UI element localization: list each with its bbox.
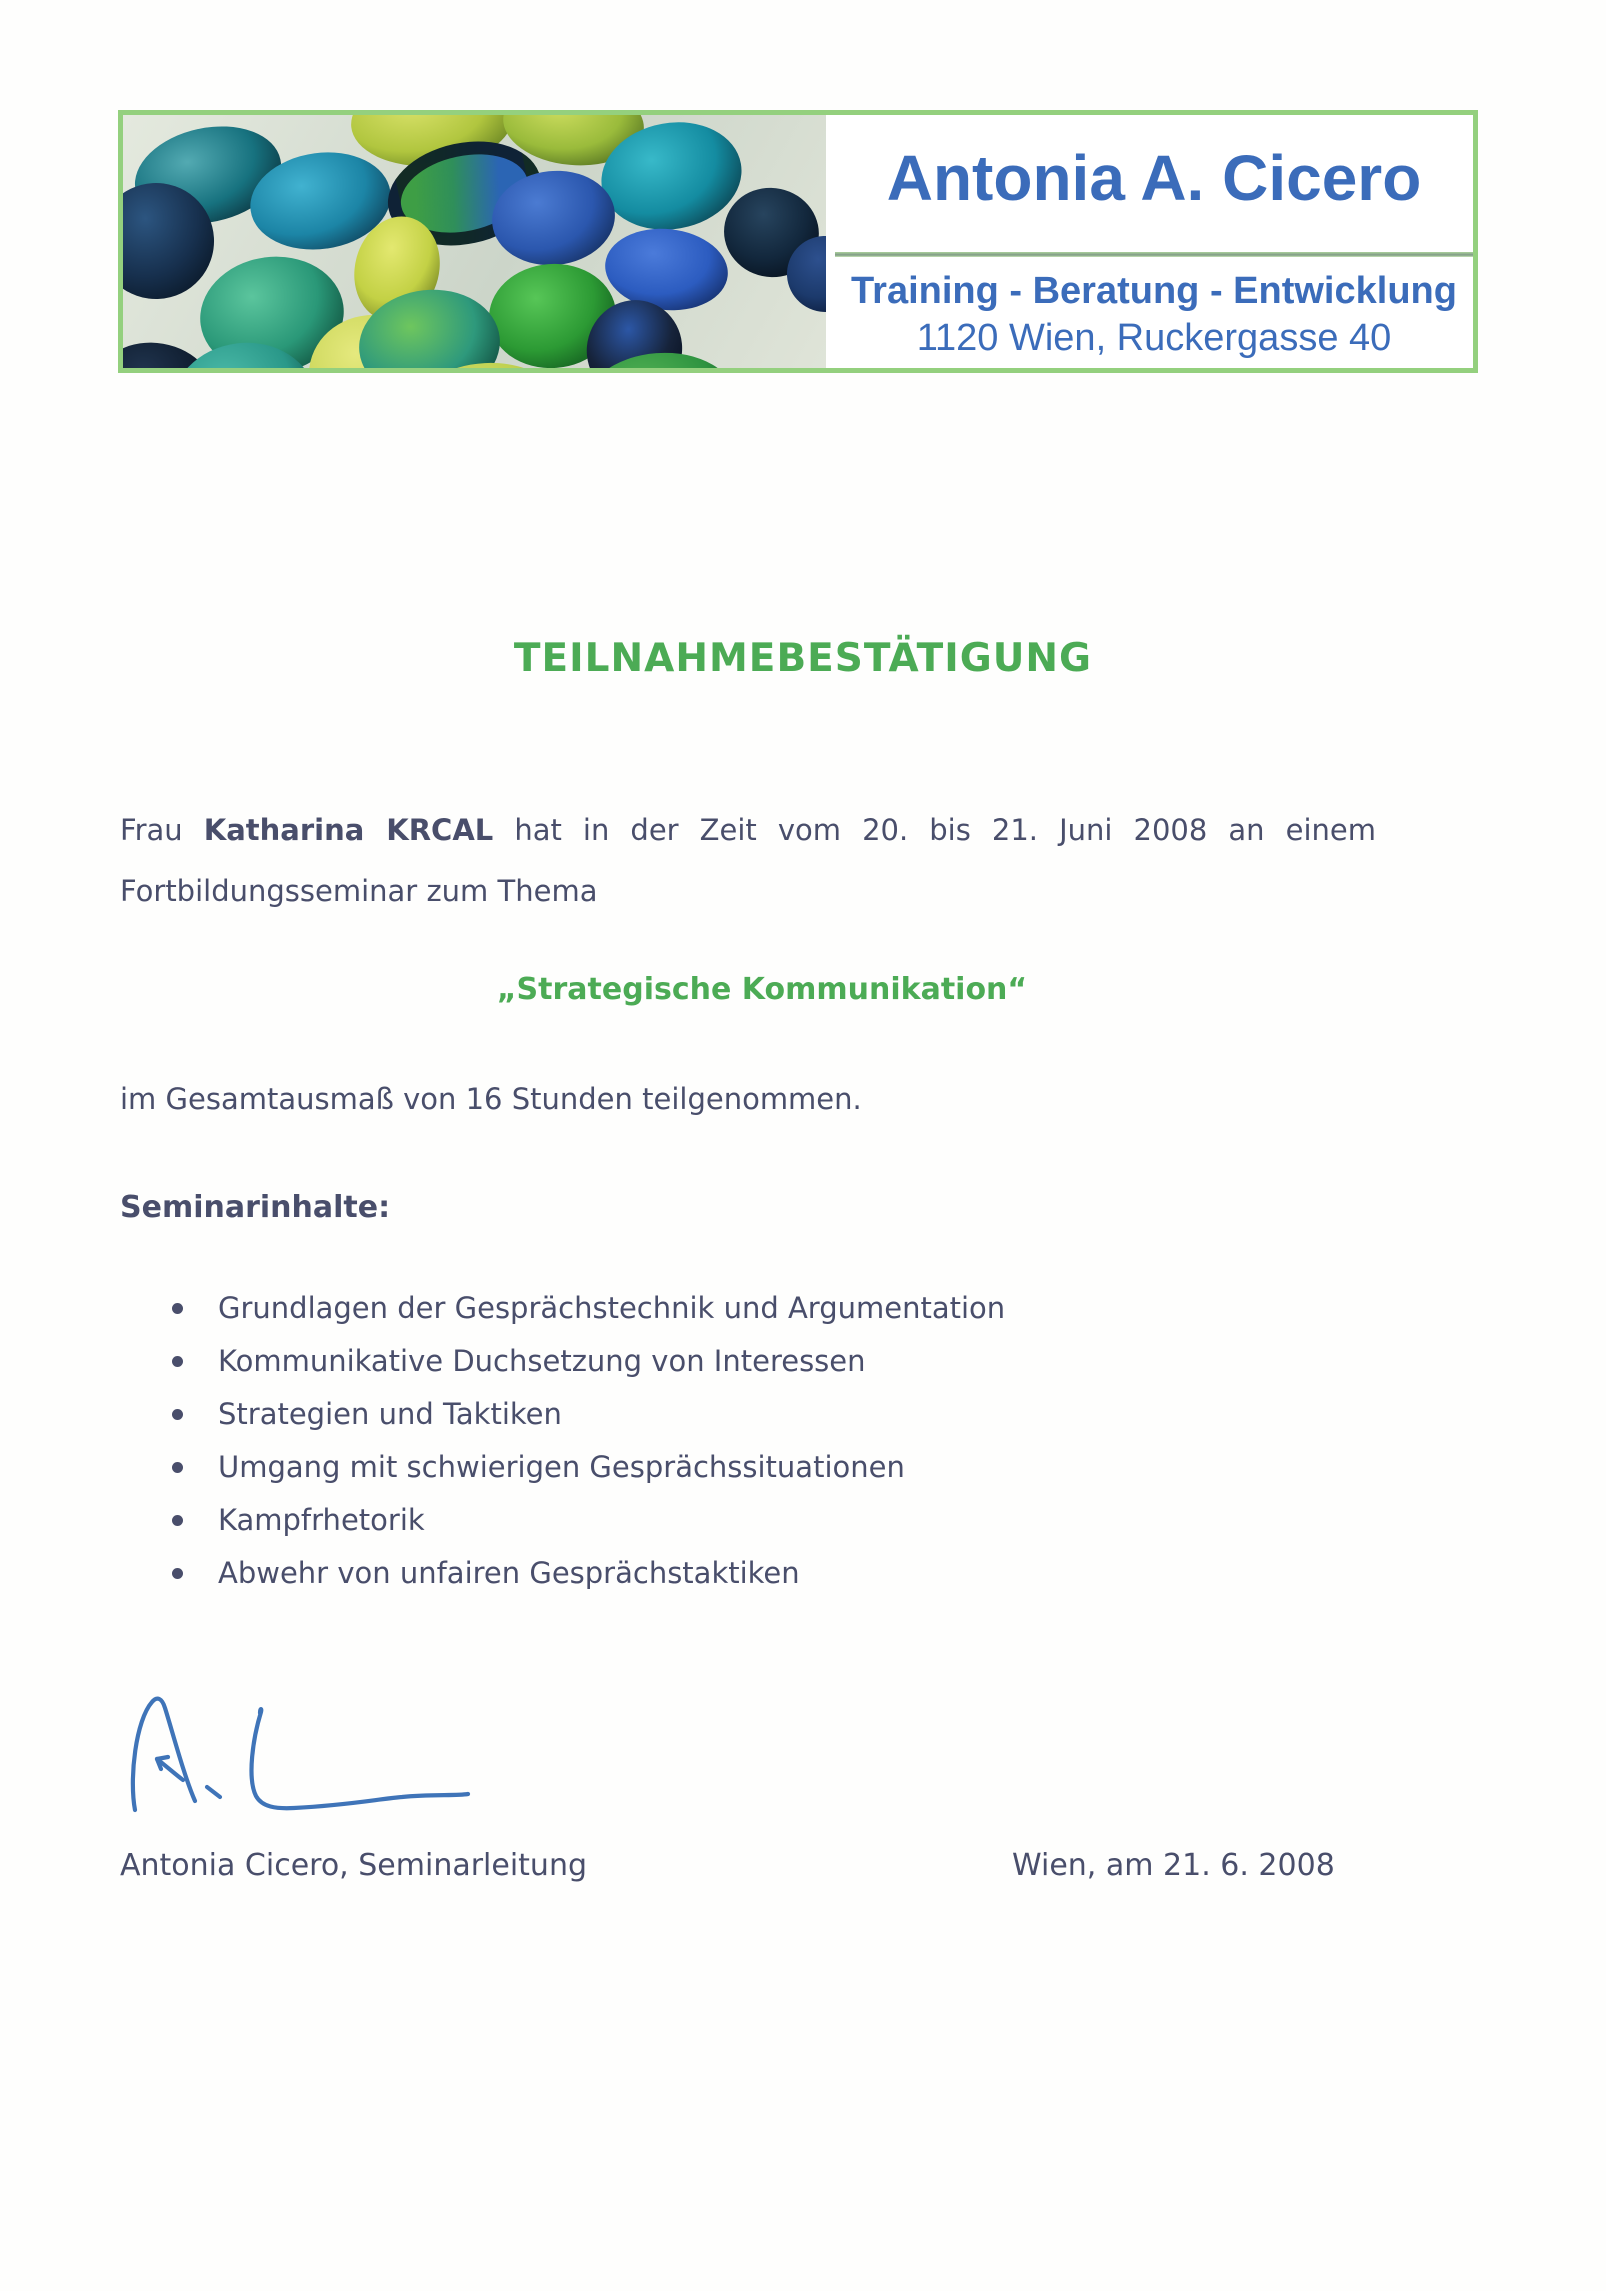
glass-stones-photo: [123, 115, 826, 368]
letterhead-name: Antonia A. Cicero: [886, 142, 1422, 214]
bullet-dot: [172, 1515, 183, 1526]
contents-heading: Seminarinhalte:: [120, 1190, 391, 1225]
list-item: [120, 1335, 1380, 1388]
signature-stroke: [252, 1709, 468, 1808]
letterhead-tagline: Training - Beratung - Entwicklung: [851, 270, 1457, 313]
participant-name: Katharina KRCAL: [203, 813, 494, 847]
intro-paragraph: [120, 800, 1376, 922]
letterhead-gap: [826, 115, 835, 368]
list-item: [120, 1388, 1380, 1441]
letterhead-text-box: [835, 115, 1473, 368]
letterhead-address: 1120 Wien, Ruckergasse 40: [916, 317, 1392, 360]
seminar-title: „Strategische Kommunikation“: [496, 972, 1028, 1007]
list-item: [120, 1282, 1380, 1335]
bullet-dot: [172, 1303, 183, 1314]
letterhead: [118, 110, 1478, 373]
intro-line-2: Fortbildungsseminar zum Thema: [120, 874, 598, 908]
bullet-text: Kampfrhetorik: [218, 1503, 425, 1537]
signatory-line: Antonia Cicero, Seminarleitung: [120, 1848, 588, 1883]
list-item: [120, 1441, 1380, 1494]
signature-handwriting: [110, 1668, 500, 1828]
bullet-text: Umgang mit schwierigen Gesprächssituationen: [218, 1450, 905, 1484]
seminar-contents-list: [120, 1282, 1380, 1600]
list-item: [120, 1547, 1380, 1600]
intro-rest: hat in der Zeit vom 20. bis 21. Juni 2008 an einem: [493, 813, 1376, 847]
intro-prefix: Frau: [120, 813, 204, 847]
signature-stroke: [133, 1699, 195, 1810]
date-line: Wien, am 21. 6. 2008: [1012, 1848, 1335, 1883]
bullet-dot: [172, 1356, 183, 1367]
bullet-text: Kommunikative Duchsetzung von Interessen: [218, 1344, 866, 1378]
bullet-dot: [172, 1409, 183, 1420]
signature-stroke: [207, 1787, 220, 1797]
letterhead-divider: [835, 252, 1473, 257]
bullet-text: Strategien und Taktiken: [218, 1397, 562, 1431]
intro-line-1: [120, 800, 1376, 861]
bullet-dot: [172, 1568, 183, 1579]
document-title: TEILNAHMEBESTÄTIGUNG: [513, 636, 1093, 681]
duration-line: im Gesamtausmaß von 16 Stunden teilgenommen.: [120, 1082, 862, 1116]
bullet-text: Grundlagen der Gesprächstechnik und Argumentation: [218, 1291, 1006, 1325]
bullet-text: Abwehr von unfairen Gesprächstaktiken: [218, 1556, 800, 1590]
bullet-dot: [172, 1462, 183, 1473]
list-item: [120, 1494, 1380, 1547]
